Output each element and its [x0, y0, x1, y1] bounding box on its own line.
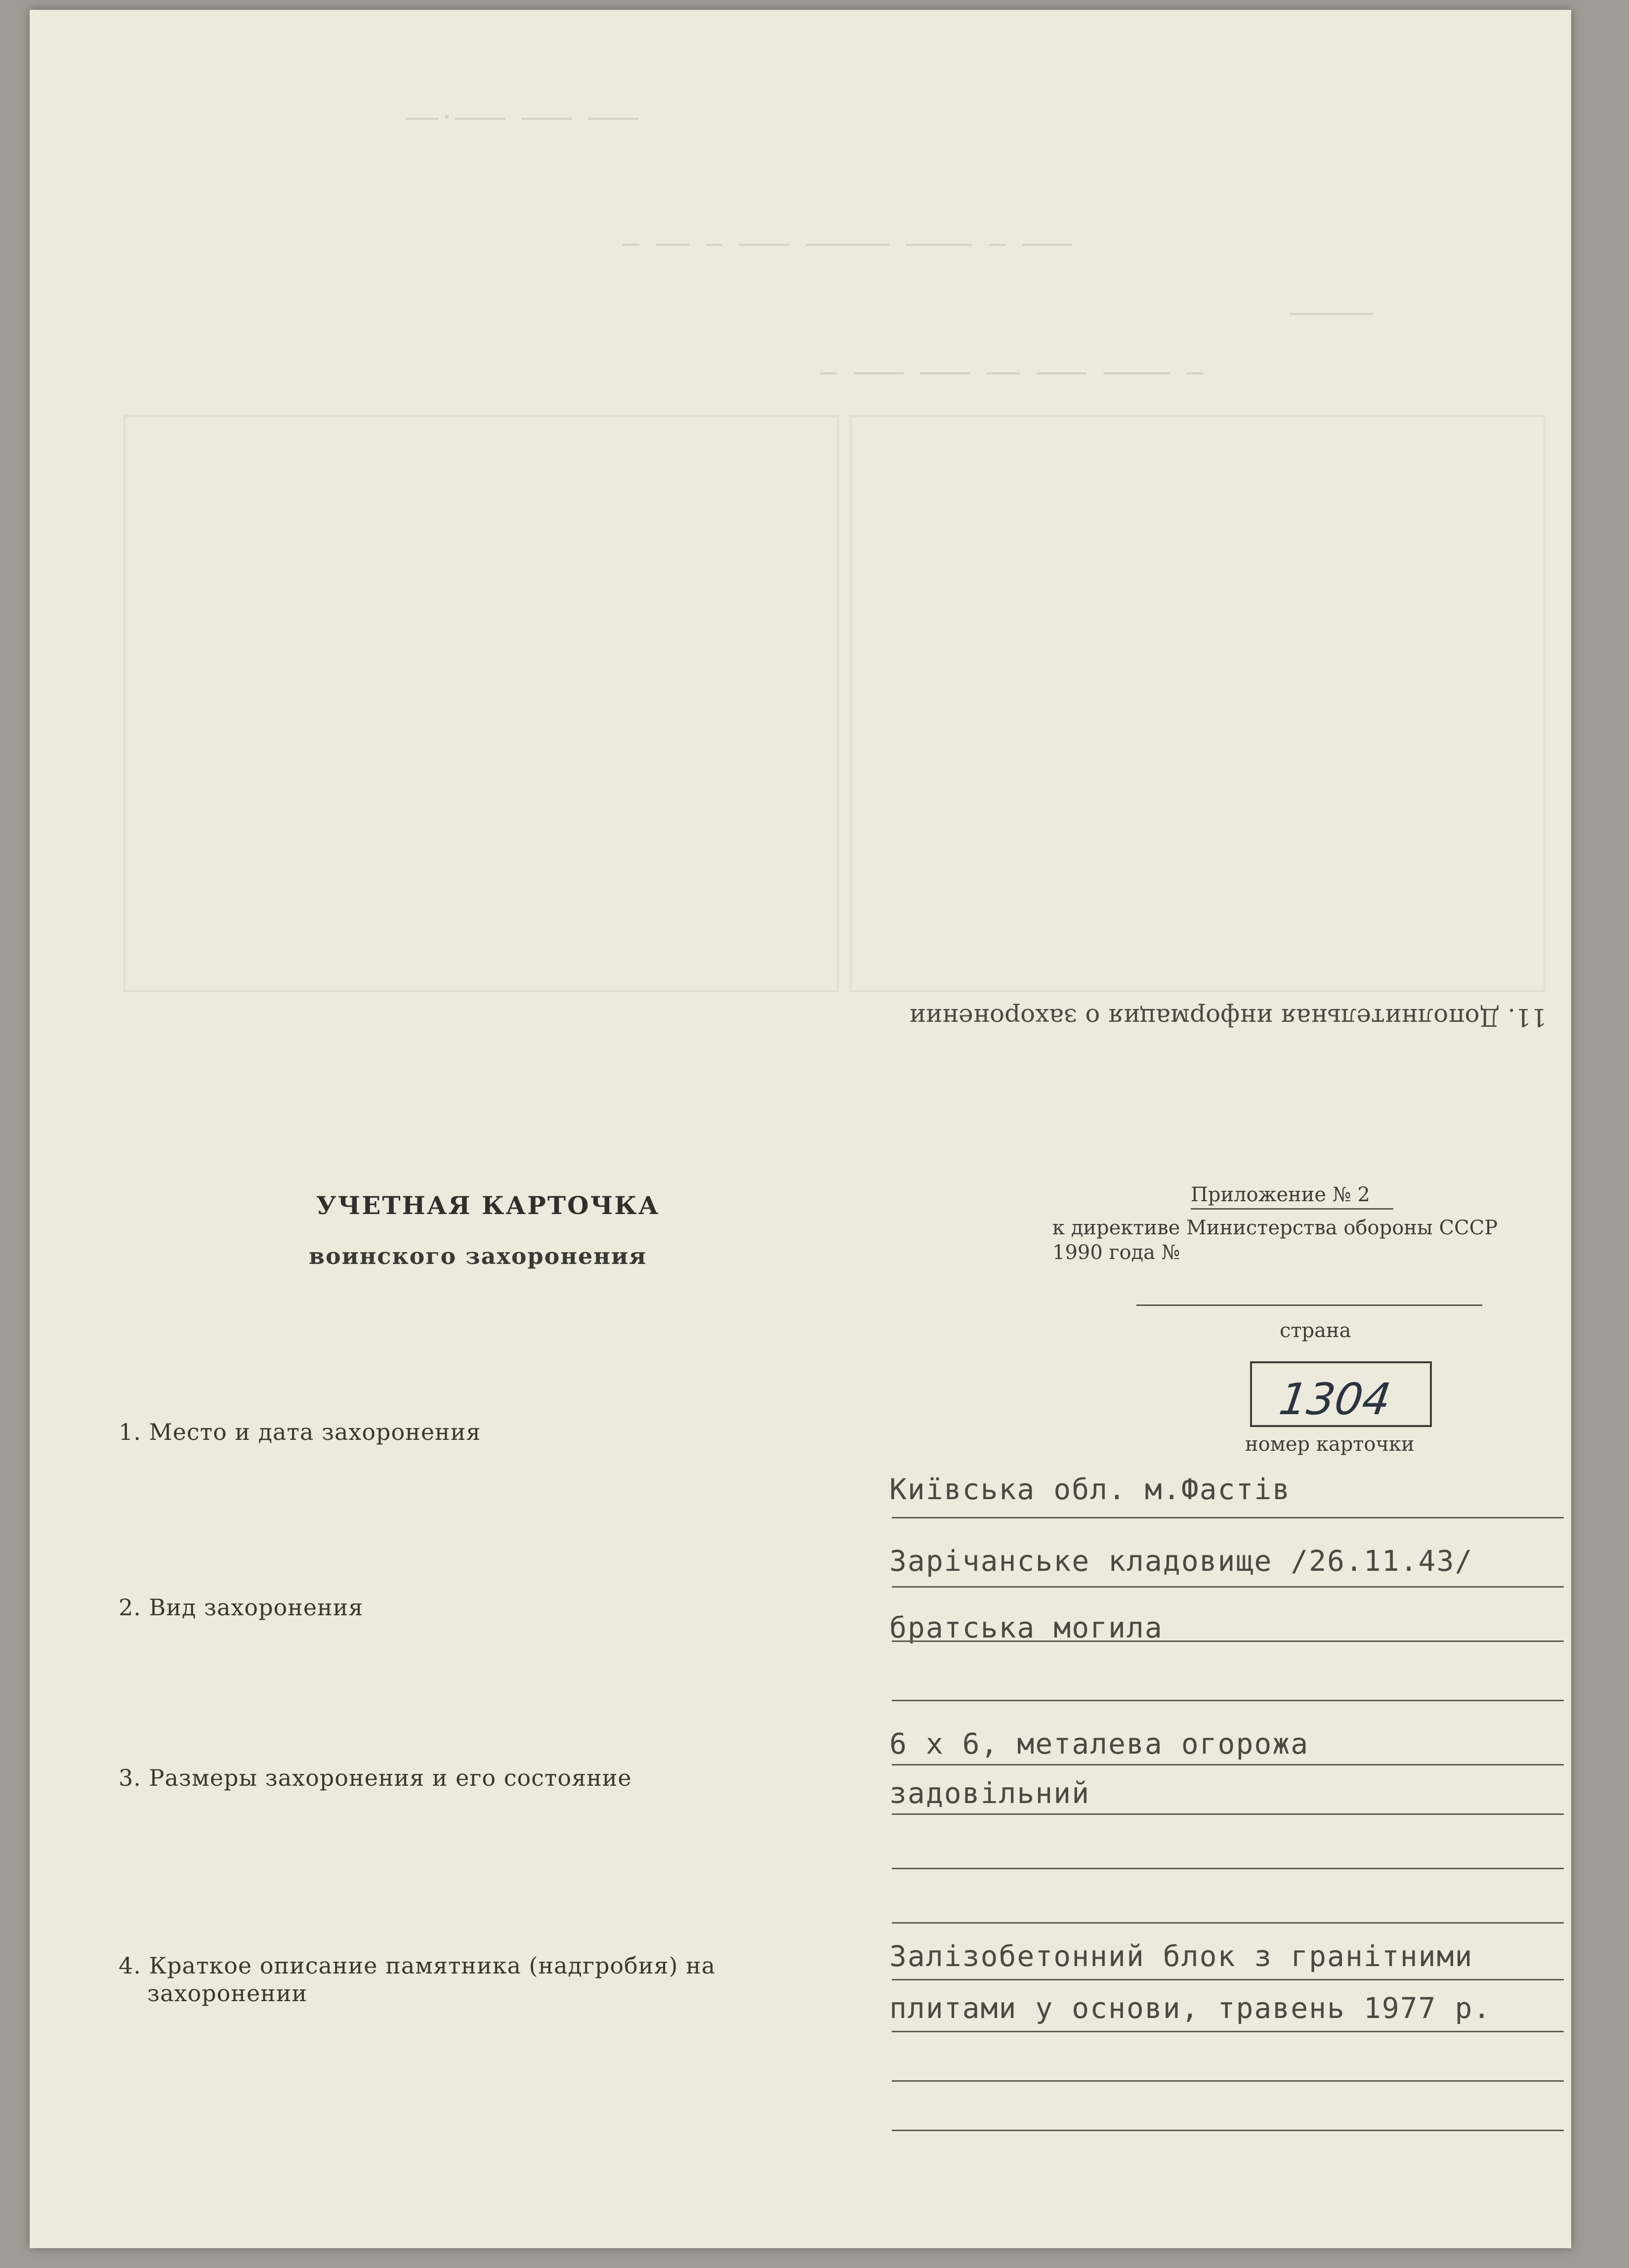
item-4-value-line-1: Залізобетонний блок з гранітними — [889, 1939, 1473, 1973]
item-2-rule-1 — [892, 1640, 1564, 1642]
bleed-through-text: ——·——— ——— ——— — [405, 101, 639, 133]
item-4-rule-2 — [892, 2031, 1564, 2032]
directive-text — [1052, 1216, 1498, 1265]
item-4-rule-0 — [892, 1922, 1564, 1924]
item-3-rule-2 — [892, 1813, 1564, 1815]
item-1-value-line-1: Київська обл. м.Фастів — [889, 1472, 1291, 1506]
bleed-through-text: ————— — [1290, 296, 1373, 329]
card-title: УЧЕТНАЯ КАРТОЧКА — [316, 1191, 660, 1220]
item-3-rule-3 — [892, 1868, 1564, 1869]
additional-info-heading: 11. Дополнительная информация о захоронении — [909, 1003, 1547, 1032]
card-number-handwritten: 1304 — [1276, 1374, 1394, 1425]
item-4-rule-4 — [892, 2130, 1564, 2131]
directive-line-2: 1990 года № — [1052, 1241, 1180, 1264]
appendix-underline — [1191, 1208, 1393, 1210]
record-card-sheet — [30, 10, 1571, 2248]
item-1-rule-1 — [892, 1517, 1564, 1518]
item-2-label: 2. Вид захоронения — [119, 1594, 364, 1621]
item-4-rule-1 — [892, 1979, 1564, 1980]
country-field-line — [1136, 1304, 1482, 1306]
item-4-label-line-1: 4. Краткое описание памятника (надгробия) на — [119, 1952, 716, 1979]
item-1-label: 1. Место и дата захоронения — [119, 1419, 481, 1445]
item-3-value-line-2: задовільний — [889, 1776, 1090, 1810]
item-2-rule-2 — [892, 1700, 1564, 1701]
item-4-label — [119, 1952, 715, 2007]
bleed-through-text: — ——— ——— —— ——— ———— — — [820, 356, 1204, 388]
card-number-label: номер карточки — [1245, 1433, 1415, 1456]
directive-line-1: к директиве Министерства обороны СССР — [1052, 1217, 1498, 1239]
item-3-value-line-1: 6 х 6, металева огорожа — [889, 1727, 1309, 1761]
item-4-rule-3 — [892, 2080, 1564, 2082]
item-1-value-line-2: Зарічанське кладовище /26.11.43/ — [889, 1544, 1473, 1578]
photo-panel-right — [850, 415, 1545, 992]
bleed-through-text: — —— — ——— ————— ———— — ——— — [623, 227, 1073, 259]
photo-panel-left — [124, 415, 839, 992]
item-3-rule-1 — [892, 1764, 1564, 1765]
item-1-rule-2 — [892, 1586, 1564, 1588]
item-2-value-line-1: братська могила — [889, 1611, 1163, 1644]
appendix-label: Приложение № 2 — [1191, 1183, 1370, 1206]
item-3-label: 3. Размеры захоронения и его состояние — [119, 1764, 632, 1791]
item-4-value-line-2: плитами у основи, травень 1977 р. — [889, 1991, 1492, 2025]
card-subtitle: воинского захоронения — [309, 1243, 647, 1269]
item-4-label-line-2: захоронении — [147, 1980, 308, 2007]
country-label: страна — [1280, 1319, 1351, 1342]
